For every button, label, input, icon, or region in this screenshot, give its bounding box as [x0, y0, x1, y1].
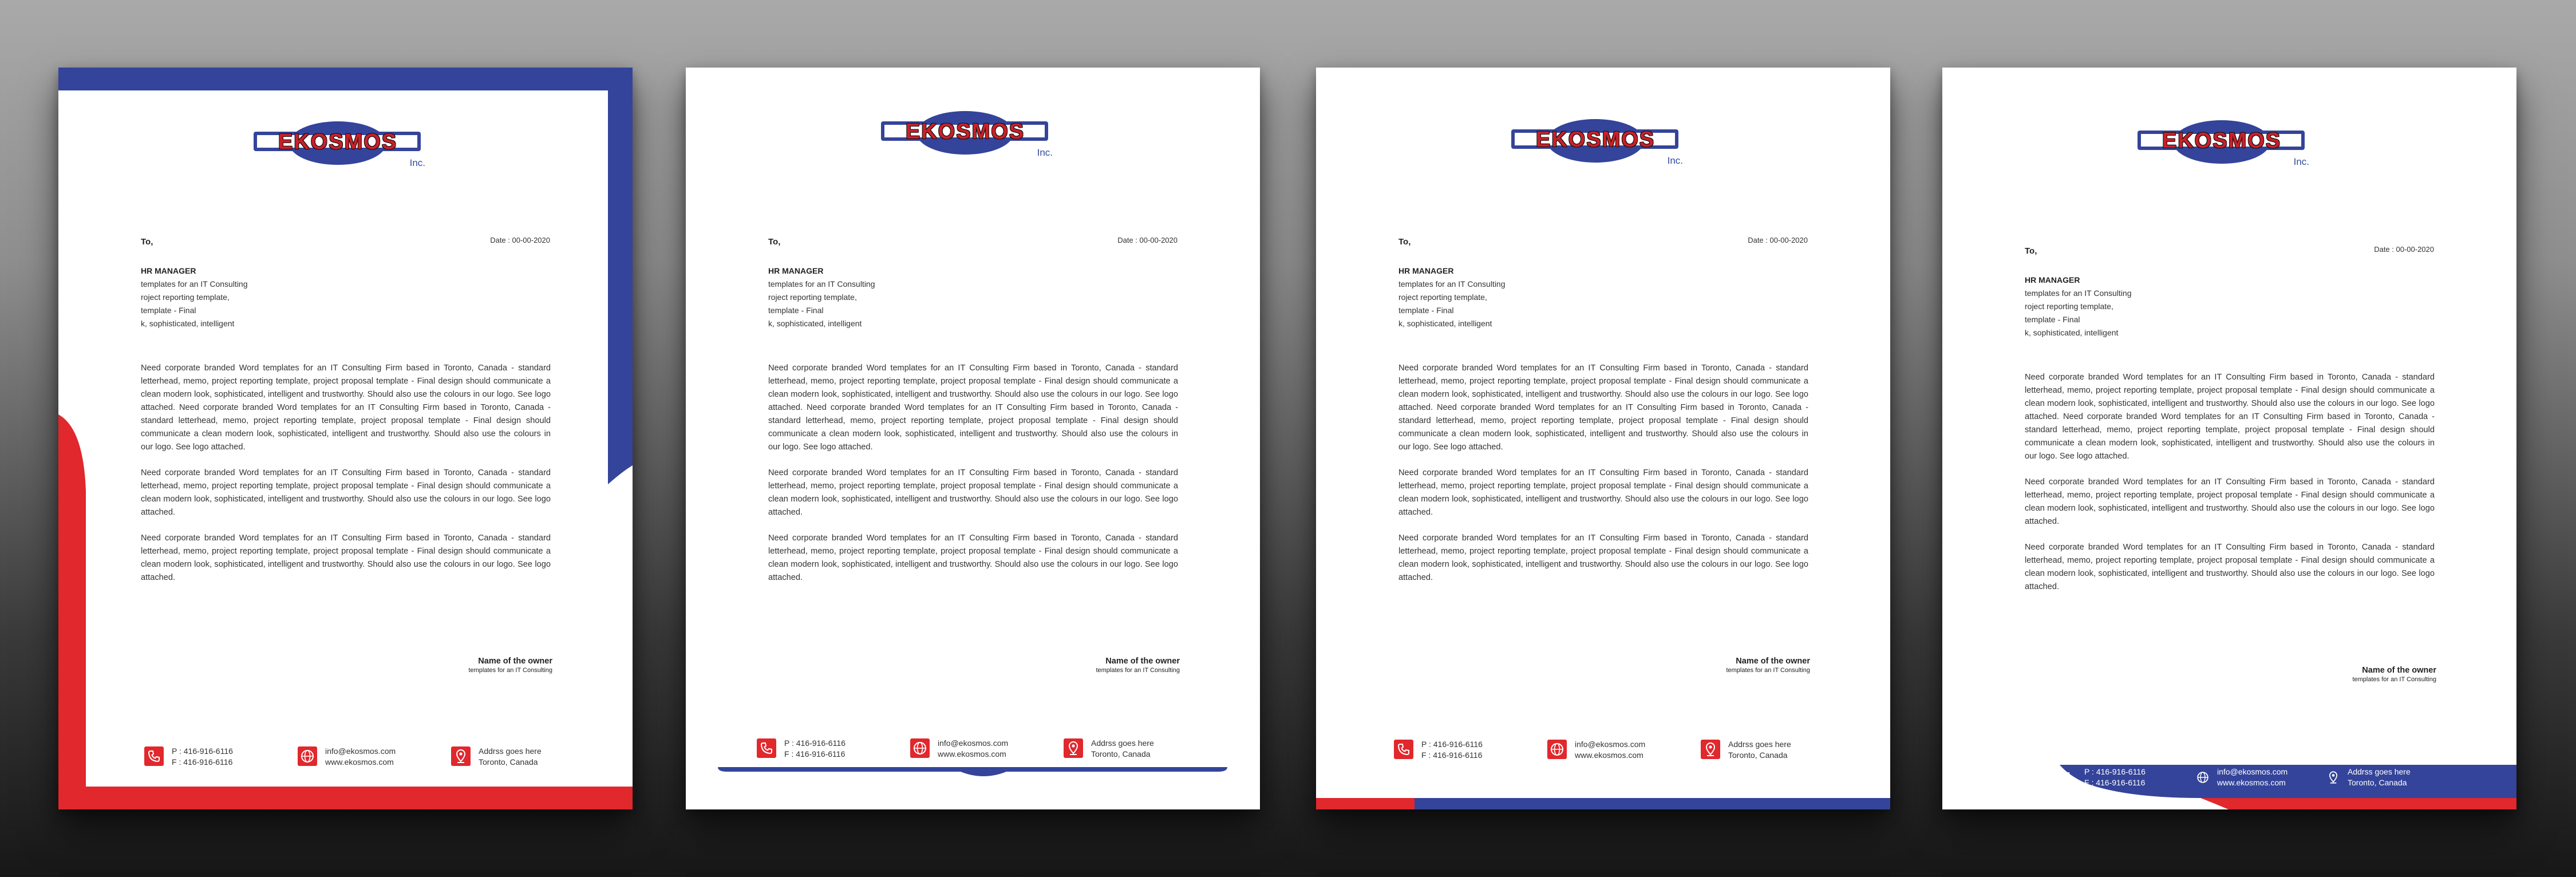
address-line-1: Addrss goes here [2348, 767, 2411, 776]
recipient-block [141, 264, 381, 330]
owner-title: templates for an IT Consulting [1726, 667, 1810, 674]
to-label: To, [1398, 237, 1411, 247]
owner-title: templates for an IT Consulting [468, 667, 552, 674]
owner-title: templates for an IT Consulting [1096, 667, 1180, 674]
signature-block [1096, 656, 1180, 675]
company-logo [1507, 114, 1684, 166]
logo-inc: Inc. [1037, 147, 1053, 158]
phone-number: P : 416-916-6116 [2084, 767, 2146, 776]
fax-number: F : 416-916-6116 [2084, 778, 2146, 787]
body-paragraph: Need corporate branded Word templates for an IT Consulting Firm based in Toronto, Canada - standard letterhead, memo, project reporting template, project proposal template - Final design should communicate a clean modern look, sophisticated, intelligent and trustworthy. Should also use the colours in our logo. See logo attached. Need corporate branded Word templates for an IT Consulting Firm based in Toronto, Canada - standard letterhead, memo, project reporting template, project proposal template - Final design should communicate a clean modern look, sophisticated, intelligent and trustworthy. Should also use the colours in our logo. See logo attached. [2025, 373, 2435, 461]
website-url: www.ekosmos.com [938, 749, 1006, 759]
recipient-block [2025, 274, 2265, 339]
owner-name: Name of the owner [478, 657, 552, 666]
logo-wordmark: EKOSMOS [1535, 128, 1656, 152]
address-line-1: Addrss goes here [479, 746, 542, 756]
website-url: www.ekosmos.com [325, 757, 394, 767]
signature-block [468, 656, 552, 675]
recipient-name: HR MANAGER [141, 266, 196, 275]
recipient-line: template - Final [141, 306, 196, 315]
fax-number: F : 416-916-6116 [172, 757, 233, 767]
body-paragraph: Need corporate branded Word templates for an IT Consulting Firm based in Toronto, Canada - standard letterhead, memo, project reporting template, project proposal template - Final design should communicate a clean modern look, sophisticated, intelligent and trustworthy. Should also use the colours in our logo. See logo attached. Need corporate branded Word templates for an IT Consulting Firm based in Toronto, Canada - standard letterhead, memo, project reporting template, project proposal template - Final design should communicate a clean modern look, sophisticated, intelligent and trustworthy. Should also use the colours in our logo. See logo attached. [1398, 364, 1808, 452]
body-paragraph: Need corporate branded Word templates for an IT Consulting Firm based in Toronto, Canada - standard letterhead, memo, project reporting template, project proposal template - Final design should communicate a clean modern look, sophisticated, intelligent and trustworthy. Should also use the colours in our logo. See logo attached. Need corporate branded Word templates for an IT Consulting Firm based in Toronto, Canada - standard letterhead, memo, project reporting template, project proposal template - Final design should communicate a clean modern look, sophisticated, intelligent and trustworthy. Should also use the colours in our logo. See logo attached. [768, 364, 1178, 452]
recipient-line: templates for an IT Consulting [2025, 289, 2132, 298]
address-line-1: Addrss goes here [1091, 738, 1154, 748]
recipient-line: roject reporting template, [2025, 302, 2113, 311]
date-label: Date : 00-00-2020 [490, 236, 550, 244]
recipient-line: roject reporting template, [141, 293, 230, 302]
recipient-line: k, sophisticated, intelligent [2025, 328, 2119, 337]
letter-body [2025, 371, 2435, 606]
body-paragraph: Need corporate branded Word templates for an IT Consulting Firm based in Toronto, Canada - standard letterhead, memo, project reporting template, project proposal template - Final design should communicate a clean modern look, sophisticated, intelligent and trustworthy. Should also use the colours in our logo. See logo attached. [2025, 543, 2435, 591]
recipient-line: roject reporting template, [768, 293, 857, 302]
recipient-name: HR MANAGER [2025, 275, 2080, 285]
owner-title: templates for an IT Consulting [2352, 676, 2436, 683]
to-label: To, [768, 237, 781, 247]
logo-wordmark: EKOSMOS [278, 130, 398, 154]
contact-footer [2061, 763, 2508, 792]
email-address: info@ekosmos.com [2217, 767, 2288, 776]
body-paragraph: Need corporate branded Word templates for an IT Consulting Firm based in Toronto, Canada - standard letterhead, memo, project reporting template, project proposal template - Final design should communicate a clean modern look, sophisticated, intelligent and trustworthy. Should also use the colours in our logo. See logo attached. [1398, 468, 1808, 517]
letterhead-sheet-3 [1316, 68, 1890, 809]
email-address: info@ekosmos.com [938, 738, 1009, 748]
letter-body [768, 362, 1178, 597]
phone-number: P : 416-916-6116 [1421, 740, 1483, 749]
date-label: Date : 00-00-2020 [2374, 245, 2434, 254]
date-label: Date : 00-00-2020 [1748, 236, 1808, 244]
contact-footer [1394, 736, 1829, 764]
company-logo [2133, 116, 2310, 167]
recipient-line: templates for an IT Consulting [1398, 279, 1506, 289]
recipient-block [768, 264, 1009, 330]
recipient-line: template - Final [2025, 315, 2080, 324]
owner-name: Name of the owner [1105, 657, 1180, 666]
phone-icon [1394, 740, 1413, 759]
phone-icon [144, 746, 164, 766]
recipient-line: roject reporting template, [1398, 293, 1487, 302]
signature-block [2352, 665, 2436, 684]
location-pin-icon [451, 746, 471, 766]
fax-number: F : 416-916-6116 [1421, 750, 1483, 760]
body-paragraph: Need corporate branded Word templates for an IT Consulting Firm based in Toronto, Canada - standard letterhead, memo, project reporting template, project proposal template - Final design should communicate a clean modern look, sophisticated, intelligent and trustworthy. Should also use the colours in our logo. See logo attached. [768, 468, 1178, 517]
logo-inc: Inc. [2293, 156, 2309, 167]
recipient-line: k, sophisticated, intelligent [768, 319, 862, 328]
recipient-name: HR MANAGER [1398, 266, 1454, 275]
location-pin-icon [1064, 738, 1083, 758]
phone-icon [757, 738, 776, 758]
globe-icon [298, 746, 317, 766]
recipient-line: k, sophisticated, intelligent [141, 319, 235, 328]
logo-inc: Inc. [409, 157, 425, 168]
company-logo [876, 106, 1054, 158]
recipient-line: template - Final [768, 306, 824, 315]
letterhead-sheet-4 [1942, 68, 2516, 809]
body-paragraph: Need corporate branded Word templates for an IT Consulting Firm based in Toronto, Canada - standard letterhead, memo, project reporting template, project proposal template - Final design should communicate a clean modern look, sophisticated, intelligent and trustworthy. Should also use the colours in our logo. See logo attached. Need corporate branded Word templates for an IT Consulting Firm based in Toronto, Canada - standard letterhead, memo, project reporting template, project proposal template - Final design should communicate a clean modern look, sophisticated, intelligent and trustworthy. Should also use the colours in our logo. See logo attached. [141, 364, 551, 452]
contact-footer [144, 743, 579, 771]
company-logo [249, 117, 426, 168]
phone-icon [2061, 769, 2079, 786]
location-pin-icon [1701, 740, 1720, 759]
fax-number: F : 416-916-6116 [784, 749, 846, 759]
email-address: info@ekosmos.com [1575, 740, 1646, 749]
address-line-1: Addrss goes here [1728, 740, 1791, 749]
address-line-2: Toronto, Canada [2348, 778, 2407, 787]
address-line-2: Toronto, Canada [1091, 749, 1151, 759]
body-paragraph: Need corporate branded Word templates for an IT Consulting Firm based in Toronto, Canada - standard letterhead, memo, project reporting template, project proposal template - Final design should communicate a clean modern look, sophisticated, intelligent and trustworthy. Should also use the colours in our logo. See logo attached. [141, 534, 551, 582]
body-paragraph: Need corporate branded Word templates for an IT Consulting Firm based in Toronto, Canada - standard letterhead, memo, project reporting template, project proposal template - Final design should communicate a clean modern look, sophisticated, intelligent and trustworthy. Should also use the colours in our logo. See logo attached. [141, 468, 551, 517]
globe-icon [1547, 740, 1567, 759]
recipient-line: template - Final [1398, 306, 1454, 315]
letterhead-sheet-1 [58, 68, 633, 809]
letterhead-sheet-2 [686, 68, 1260, 809]
globe-icon [910, 738, 930, 758]
body-paragraph: Need corporate branded Word templates for an IT Consulting Firm based in Toronto, Canada - standard letterhead, memo, project reporting template, project proposal template - Final design should communicate a clean modern look, sophisticated, intelligent and trustworthy. Should also use the colours in our logo. See logo attached. [2025, 477, 2435, 526]
contact-footer [757, 735, 1192, 763]
to-label: To, [141, 237, 153, 247]
logo-inc: Inc. [1667, 155, 1683, 166]
owner-name: Name of the owner [1736, 657, 1810, 666]
body-paragraph: Need corporate branded Word templates for an IT Consulting Firm based in Toronto, Canada - standard letterhead, memo, project reporting template, project proposal template - Final design should communicate a clean modern look, sophisticated, intelligent and trustworthy. Should also use the colours in our logo. See logo attached. [1398, 534, 1808, 582]
recipient-line: templates for an IT Consulting [768, 279, 875, 289]
recipient-name: HR MANAGER [768, 266, 824, 275]
location-pin-icon [2325, 769, 2342, 786]
letter-body [141, 362, 551, 597]
recipient-line: k, sophisticated, intelligent [1398, 319, 1492, 328]
email-address: info@ekosmos.com [325, 746, 396, 756]
to-label: To, [2025, 246, 2037, 256]
recipient-line: templates for an IT Consulting [141, 279, 248, 289]
website-url: www.ekosmos.com [1575, 750, 1643, 760]
signature-block [1726, 656, 1810, 675]
owner-name: Name of the owner [2362, 666, 2436, 675]
logo-wordmark: EKOSMOS [2162, 129, 2282, 153]
address-line-2: Toronto, Canada [479, 757, 538, 767]
phone-number: P : 416-916-6116 [172, 746, 233, 756]
address-line-2: Toronto, Canada [1728, 750, 1788, 760]
letter-body [1398, 362, 1808, 597]
recipient-block [1398, 264, 1639, 330]
globe-icon [2194, 769, 2211, 786]
logo-wordmark: EKOSMOS [905, 120, 1025, 144]
body-paragraph: Need corporate branded Word templates for an IT Consulting Firm based in Toronto, Canada - standard letterhead, memo, project reporting template, project proposal template - Final design should communicate a clean modern look, sophisticated, intelligent and trustworthy. Should also use the colours in our logo. See logo attached. [768, 534, 1178, 582]
date-label: Date : 00-00-2020 [1117, 236, 1178, 244]
phone-number: P : 416-916-6116 [784, 738, 846, 748]
website-url: www.ekosmos.com [2217, 778, 2286, 787]
